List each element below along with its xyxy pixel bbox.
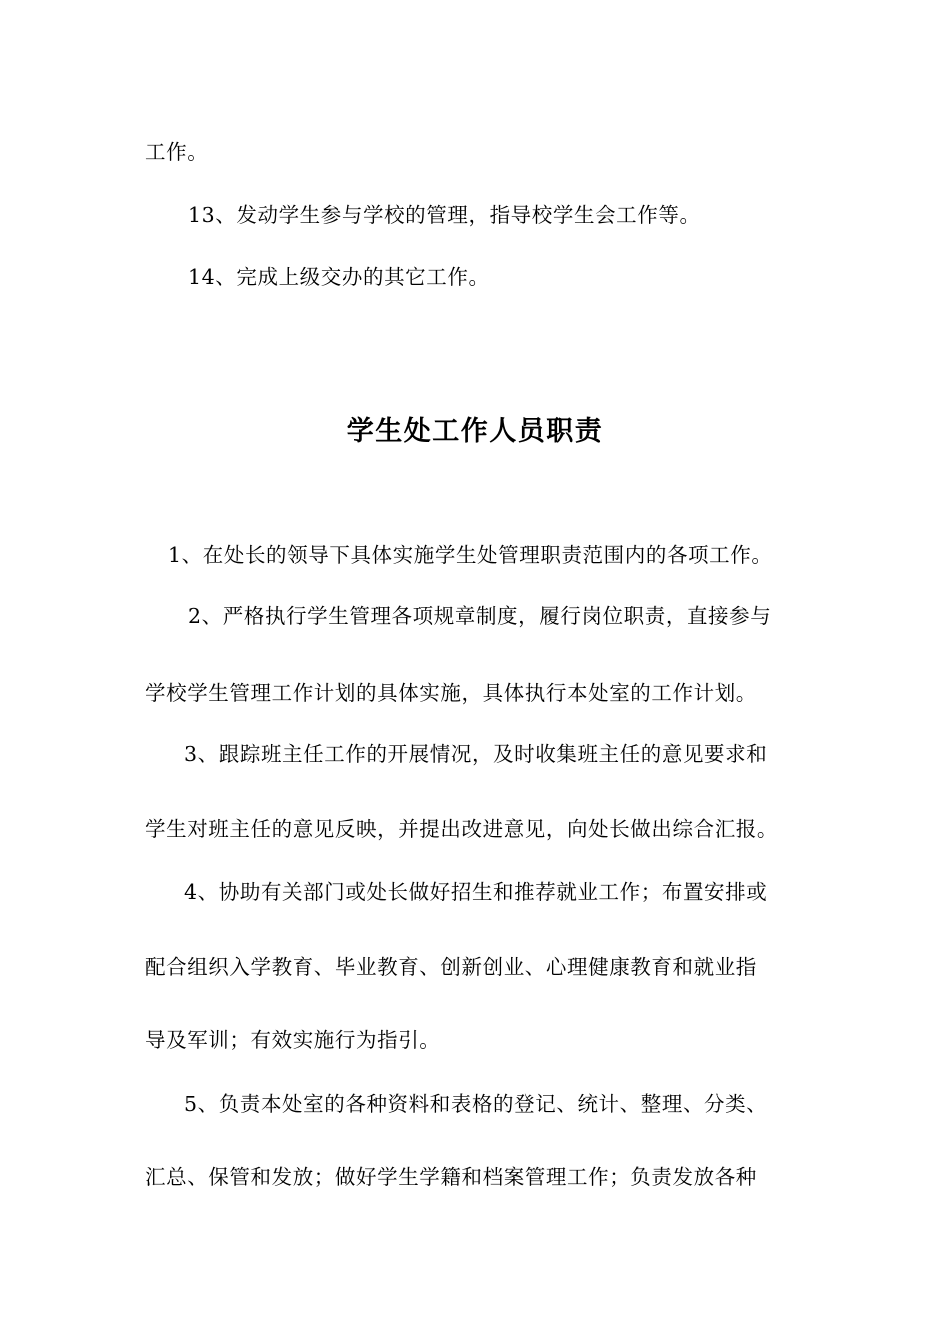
section-title: 学生处工作人员职责	[346, 416, 604, 447]
list-item-3-cont: 学生对班主任的意见反映，并提出改进意见，向处长做出综合汇报。	[145, 817, 778, 841]
list-item-4-cont: 导及军训；有效实施行为指引。	[145, 1028, 441, 1052]
list-item-5-cont: 汇总、保管和发放；做好学生学籍和档案管理工作；负责发放各种	[145, 1165, 757, 1189]
list-item-4-cont: 配合组织入学教育、毕业教育、创新创业、心理健康教育和就业指	[145, 955, 757, 979]
list-item-2-cont: 学校学生管理工作计划的具体实施，具体执行本处室的工作计划。	[145, 681, 757, 705]
list-item-1: 1、在处长的领导下具体实施学生处管理职责范围内的各项工作。	[168, 543, 773, 567]
list-item-5: 5、负责本处室的各种资料和表格的登记、统计、整理、分类、	[184, 1092, 768, 1116]
list-item-13: 13、发动学生参与学校的管理，指导校学生会工作等。	[188, 203, 701, 227]
list-item-2: 2、严格执行学生管理各项规章制度，履行岗位职责，直接参与	[188, 604, 772, 628]
text-line: 工作。	[145, 140, 209, 164]
list-item-14: 14、完成上级交办的其它工作。	[188, 265, 490, 289]
list-item-4: 4、协助有关部门或处长做好招生和推荐就业工作；布置安排或	[184, 880, 768, 904]
list-item-3: 3、跟踪班主任工作的开展情况，及时收集班主任的意见要求和	[184, 742, 768, 766]
